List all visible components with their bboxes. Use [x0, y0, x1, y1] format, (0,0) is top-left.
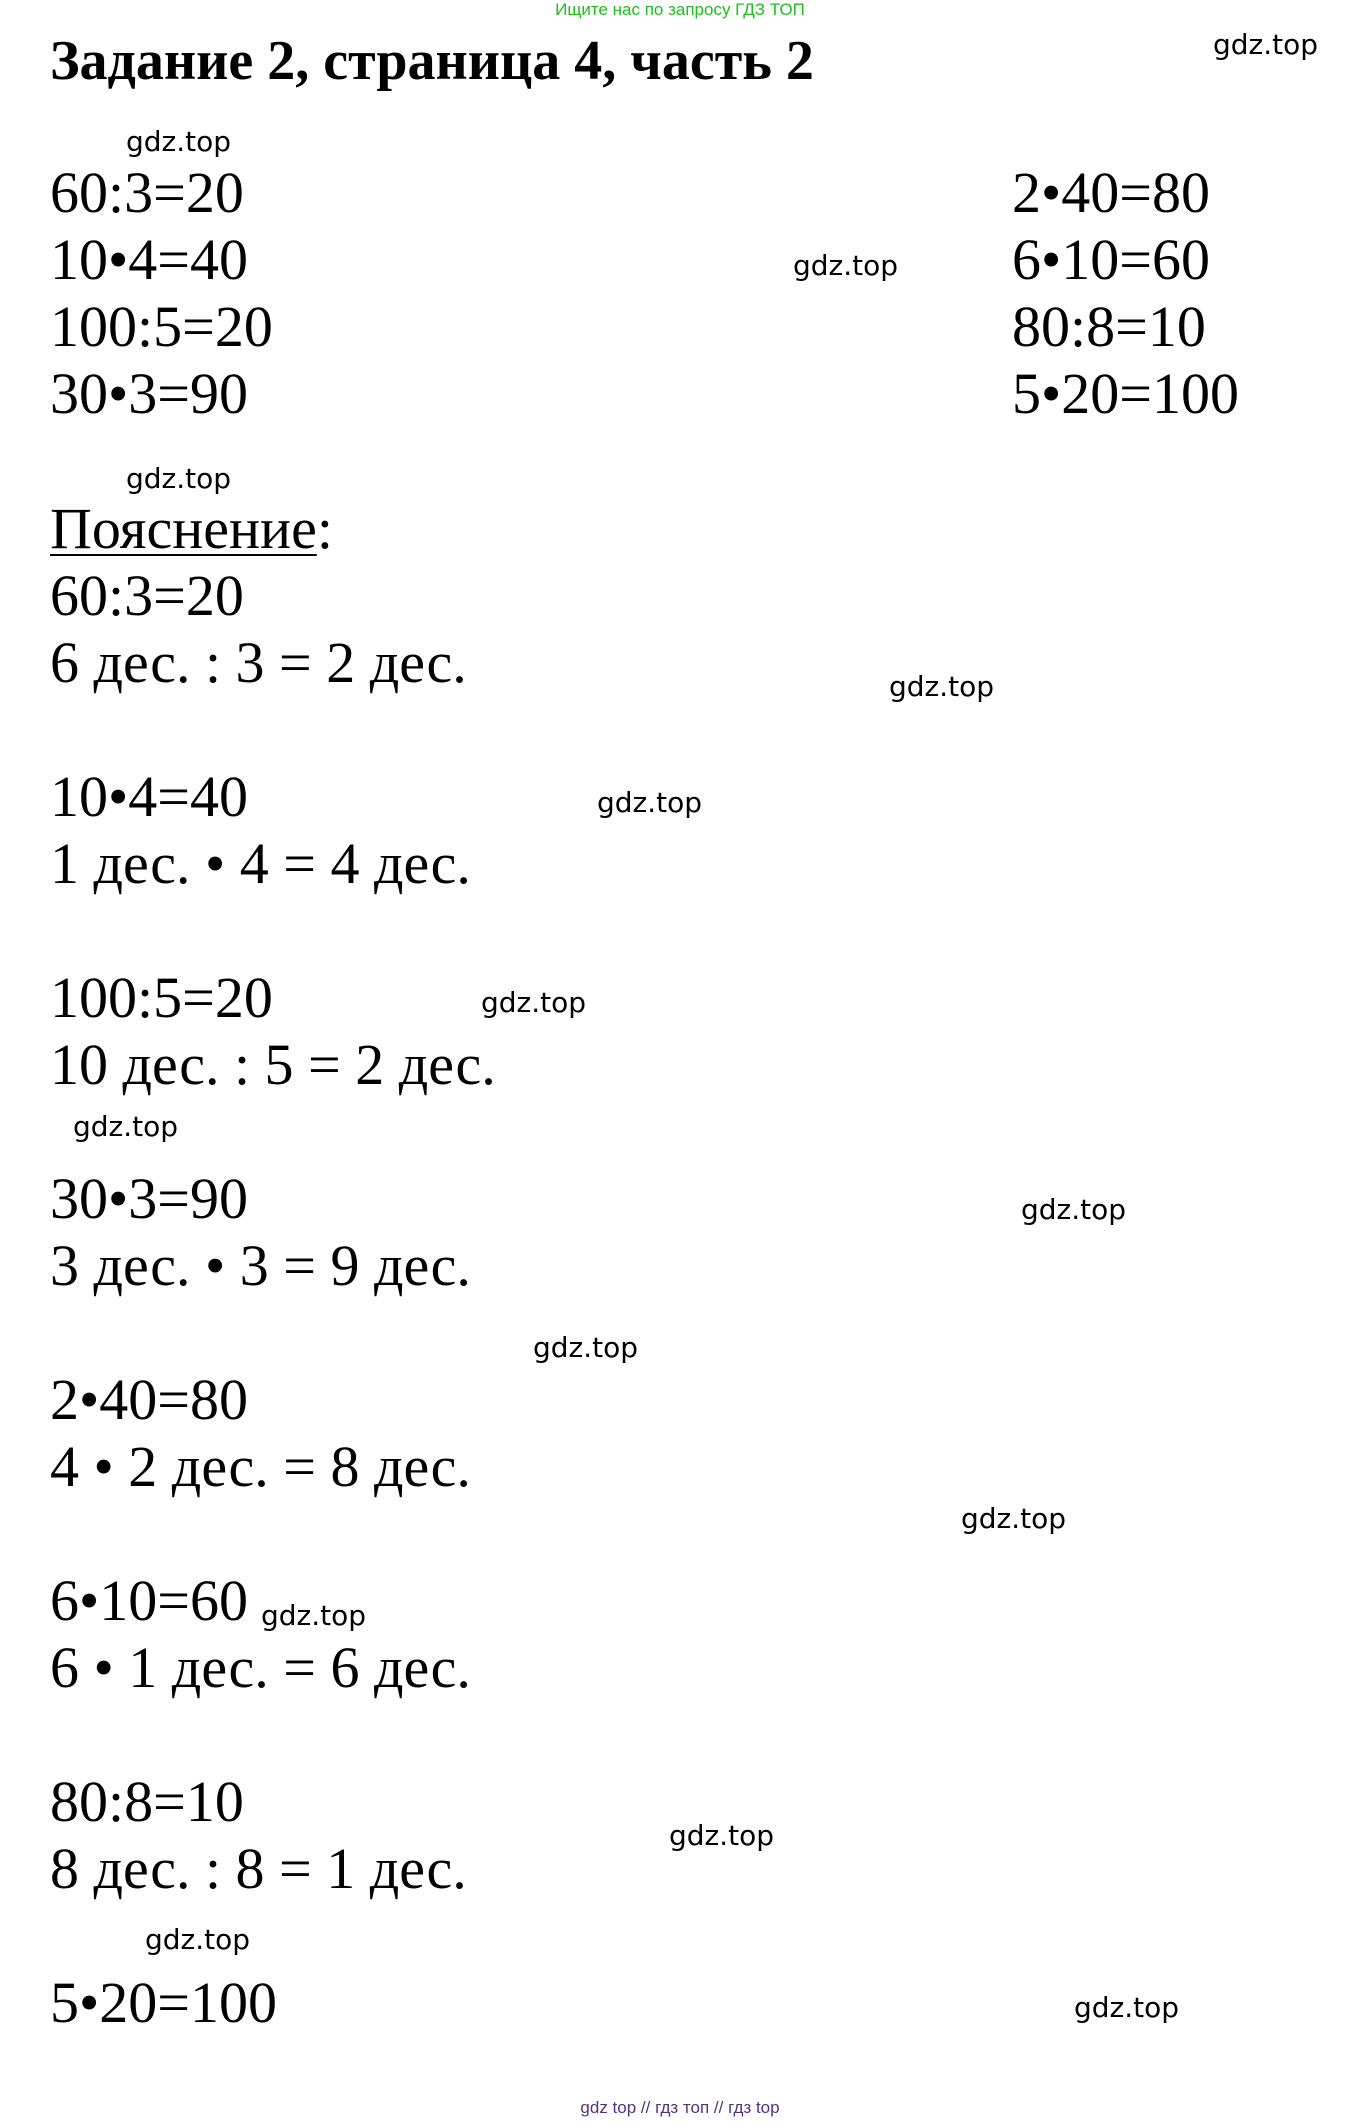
answer-right-4: 5•20=100	[1012, 361, 1240, 426]
explanation-detail-2: 1 дес. • 4 = 4 дес.	[50, 831, 471, 896]
explanation-heading-text: Пояснение	[50, 496, 317, 561]
watermark: gdz.top	[126, 462, 232, 495]
explanation-detail-4: 3 дес. • 3 = 9 дес.	[50, 1233, 471, 1298]
explanation-heading	[50, 496, 333, 562]
explanation-equation-1: 60:3=20	[50, 563, 244, 628]
watermark: gdz.top	[481, 986, 587, 1019]
watermark: gdz.top	[1074, 1991, 1180, 2024]
explanation-detail-7: 8 дес. : 8 = 1 дес.	[50, 1836, 467, 1901]
explanation-equation-2: 10•4=40	[50, 764, 249, 829]
watermark: gdz.top	[889, 670, 995, 703]
watermark: gdz.top	[1021, 1193, 1127, 1226]
explanation-equation-7: 80:8=10	[50, 1769, 244, 1834]
watermark: gdz.top	[73, 1110, 179, 1143]
explanation-detail-6: 6 • 1 дес. = 6 дес.	[50, 1635, 471, 1700]
explanation-equation-8: 5•20=100	[50, 1970, 278, 2035]
watermark: gdz.top	[793, 249, 899, 282]
watermark: gdz.top	[261, 1599, 367, 1632]
watermark: gdz.top	[961, 1502, 1067, 1535]
answer-left-4: 30•3=90	[50, 361, 249, 426]
page-title: Задание 2, страница 4, часть 2	[50, 30, 814, 92]
explanation-equation-6: 6•10=60	[50, 1568, 249, 1633]
answer-left-1: 60:3=20	[50, 160, 244, 225]
watermark: gdz.top	[597, 786, 703, 819]
watermark: gdz.top	[126, 125, 232, 158]
watermark: gdz.top	[145, 1923, 251, 1956]
answer-right-3: 80:8=10	[1012, 294, 1206, 359]
explanation-detail-3: 10 дес. : 5 = 2 дес.	[50, 1032, 496, 1097]
explanation-detail-5: 4 • 2 дес. = 8 дес.	[50, 1434, 471, 1499]
answer-left-2: 10•4=40	[50, 227, 249, 292]
footer: gdz top // гдз топ // гдз top	[580, 2098, 780, 2117]
watermark: gdz.top	[1213, 28, 1319, 61]
answer-left-3: 100:5=20	[50, 294, 273, 359]
top-banner: Ищите нас по запросу ГДЗ ТОП	[555, 0, 805, 19]
explanation-equation-4: 30•3=90	[50, 1166, 249, 1231]
explanation-equation-5: 2•40=80	[50, 1367, 249, 1432]
explanation-heading-colon: :	[316, 496, 333, 561]
watermark: gdz.top	[533, 1331, 639, 1364]
explanation-detail-1: 6 дес. : 3 = 2 дес.	[50, 630, 467, 695]
answer-right-2: 6•10=60	[1012, 227, 1211, 292]
watermark: gdz.top	[669, 1819, 775, 1852]
explanation-equation-3: 100:5=20	[50, 965, 273, 1030]
answer-right-1: 2•40=80	[1012, 160, 1211, 225]
